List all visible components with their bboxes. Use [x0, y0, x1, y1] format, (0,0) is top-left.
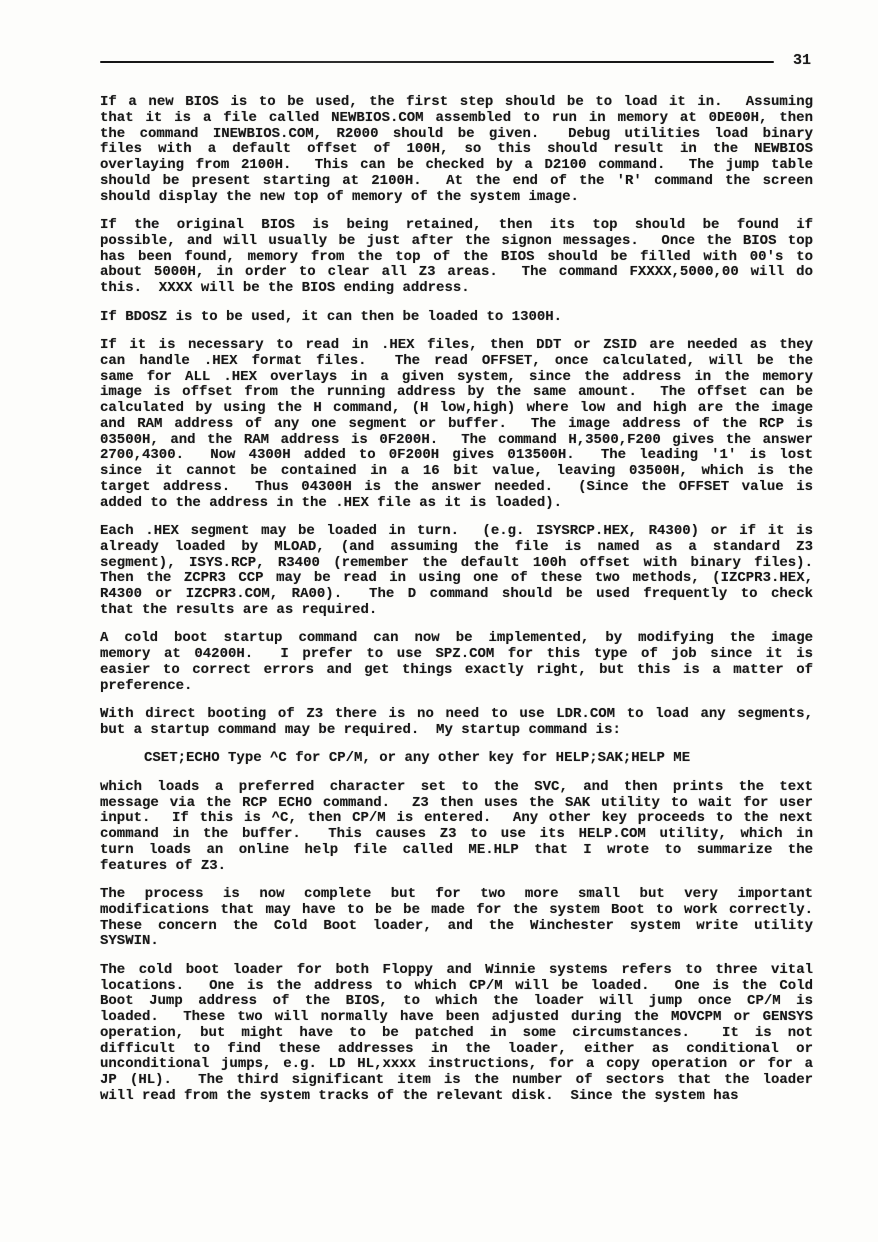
text-line: If it is necessary to read in .HEX files, then DDT or ZSID are needed as they	[100, 337, 813, 353]
text-line: which loads a preferred character set to the SVC, and then prints the text	[100, 778, 813, 795]
text-line: should be present starting at 2100H. At the end of the 'R' command the screen	[100, 172, 813, 189]
document-body	[100, 95, 813, 1105]
command-line-paragraph	[100, 751, 813, 767]
text-line: this. XXXX will be the BIOS ending address.	[100, 280, 470, 296]
text-line: files with a default offset of 100H, so this should result in the NEWBIOS	[100, 141, 813, 158]
text-line: JP (HL). The third significant item is the number of sectors that the loader	[100, 1072, 813, 1088]
body-paragraph	[100, 963, 813, 1105]
text-line: that it is a file called NEWBIOS.COM assembled to run in memory at 0DE00H, then	[100, 109, 813, 126]
text-line: and RAM address of any one segment or buffer. The image address of the RCP is	[100, 415, 813, 432]
text-line: The cold boot loader for both Floppy and Winnie systems refers to three vital	[100, 961, 813, 978]
header-rule	[100, 61, 774, 63]
text-line: operation, but might have to be patched in some circumstances. It is not	[100, 1024, 813, 1041]
body-paragraph	[100, 780, 813, 875]
text-line: R4300 or IZCPR3.COM, RA00). The D command should be used frequently to check	[100, 586, 813, 602]
text-line: SYSWIN.	[100, 933, 159, 950]
text-line: modifications that may have to be be made for the system Boot to work correctly.	[100, 901, 813, 918]
body-paragraph	[100, 310, 813, 326]
text-line: since it cannot be contained in a 16 bit value, leaving 03500H, which is the	[100, 463, 813, 479]
text-line: locations. One is the address to which CP/M will be loaded. One is the Cold	[100, 977, 813, 994]
text-line: message via the RCP ECHO command. Z3 then uses the SAK utility to wait for user	[100, 794, 813, 811]
page-number: 31	[793, 52, 812, 69]
text-line: should display the new top of memory of the system image.	[100, 188, 579, 205]
body-paragraph	[100, 338, 813, 511]
text-line: features of Z3.	[100, 857, 227, 874]
body-paragraph	[100, 631, 813, 694]
text-line: Then the ZCPR3 CCP may be read in using one of these two methods, (IZCPR3.HEX,	[100, 570, 813, 587]
text-line: calculated by using the H command, (H low,high) where low and high are the image	[100, 400, 813, 416]
text-line: target address. Thus 04300H is the answer needed. (Since the OFFSET value is	[100, 478, 813, 495]
body-paragraph	[100, 887, 813, 950]
text-line: can handle .HEX format files. The read OFFSET, once calculated, will be the	[100, 352, 813, 369]
text-line: difficult to find these addresses in the loader, either as conditional or	[100, 1040, 813, 1057]
text-line: unconditional jumps, e.g. LD HL,xxxx instructions, for a copy operation or for a	[100, 1056, 813, 1073]
text-line: overlaying from 2100H. This can be checked by a D2100 command. The jump table	[100, 157, 813, 173]
text-line: same for ALL .HEX overlays in a given system, since the address in the memory	[100, 368, 813, 385]
text-line: image is offset from the running address by the same amount. The offset can be	[100, 384, 813, 401]
text-line: that the results are as required.	[100, 601, 378, 618]
text-line: preference.	[100, 677, 193, 694]
text-line: segment), ISYS.RCP, R3400 (remember the default 100h offset with binary files).	[100, 554, 813, 571]
body-paragraph	[100, 707, 813, 739]
text-line: turn loads an online help file called ME.HLP that I wrote to summarize the	[100, 841, 813, 858]
text-line: has been found, memory from the top of the BIOS should be filled with 00's to	[100, 248, 813, 265]
text-line: 03500H, and the RAM address is 0F200H. The command H,3500,F200 gives the answer	[100, 431, 813, 448]
text-line: If BDOSZ is to be used, it can then be loaded to 1300H.	[100, 308, 563, 325]
text-line: easier to correct errors and get things exactly right, but this is a matter of	[100, 661, 813, 678]
text-line: loaded. These two will normally have been adjusted during the MOVCPM or GENSYS	[100, 1009, 813, 1025]
text-line: about 5000H, in order to clear all Z3 areas. The command FXXXX,5000,00 will do	[100, 264, 813, 281]
text-line: The process is now complete but for two more small but very important	[100, 886, 813, 902]
text-line: command in the buffer. This causes Z3 to use its HELP.COM utility, which in	[100, 826, 813, 842]
text-line: Each .HEX segment may be loaded in turn. (e.g. ISYSRCP.HEX, R4300) or if it is	[100, 523, 813, 539]
text-line: memory at 04200H. I prefer to use SPZ.COM for this type of job since it is	[100, 646, 813, 662]
body-paragraph	[100, 218, 813, 297]
text-line: These concern the Cold Boot loader, and the Winchester system write utility	[100, 917, 813, 934]
text-line: Boot Jump address of the BIOS, to which the loader will jump once CP/M is	[100, 993, 813, 1010]
text-line: CSET;ECHO Type ^C for CP/M, or any other key for HELP;SAK;HELP ME	[144, 750, 691, 767]
text-line: but a startup command may be required. My startup command is:	[100, 721, 621, 738]
text-line: If the original BIOS is being retained, then its top should be found if	[100, 217, 813, 233]
body-paragraph	[100, 95, 813, 205]
text-line: possible, and will usually be just after the signon messages. Once the BIOS top	[100, 232, 813, 249]
text-line: If a new BIOS is to be used, the first step should be to load it in. Assuming	[100, 94, 813, 110]
page-header	[0, 0, 878, 90]
text-line: With direct booting of Z3 there is no need to use LDR.COM to load any segments,	[100, 706, 813, 722]
text-line: added to the address in the .HEX file as it is loaded).	[100, 494, 563, 511]
text-line: will read from the system tracks of the relevant disk. Since the system has	[100, 1087, 739, 1104]
body-paragraph	[100, 524, 813, 619]
text-line: A cold boot startup command can now be implemented, by modifying the image	[100, 630, 813, 647]
text-line: 2700,4300. Now 4300H added to 0F200H gives 013500H. The leading '1' is lost	[100, 447, 813, 464]
text-line: input. If this is ^C, then CP/M is entered. Any other key proceeds to the next	[100, 810, 813, 827]
text-line: already loaded by MLOAD, (and assuming the file is named as a standard Z3	[100, 538, 813, 555]
text-line: the command INEWBIOS.COM, R2000 should be given. Debug utilities load binary	[100, 125, 813, 142]
